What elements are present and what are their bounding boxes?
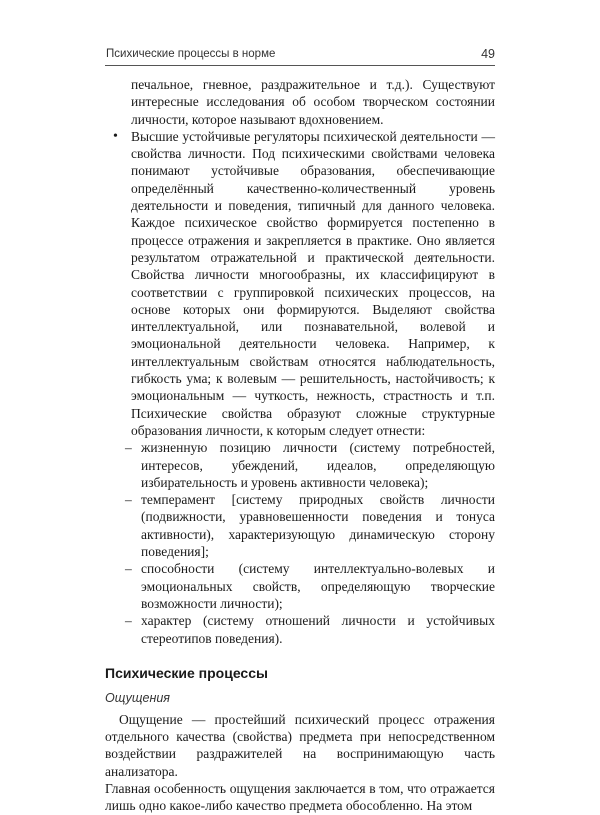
bullet-text: Высшие устойчивые регуляторы психической деятельности — свойства личности. Под психическими свойствами человека понимают устойчивые образования, обеспечивающие определённый качественно-количественный уровень деятельности и поведения, типичный для данного человека. Каждое психическое свойство формируется постепенно в процессе отражения и закрепляется в практике. Оно является результатом отражательной и практической деятельности. Свойства личности многообразны, их классифицируют в соответствии с группировкой психических процессов, на основе которых они формируются. Выделяют свойства интеллектуальной, или познавательной, волевой и эмоциональной деятельности человека. Например, к интеллектуальным свойствам относятся наблюдательность, гибкость ума; к волевым — решительность, настойчивость; к эмоциональным — чуткость, нежность, страстность и т.п. Психические свойства образуют сложные структурные образования личности, к которым следует отнести: [131,128,495,438]
dash-item: – темперамент [систему природных свойств личности (подвижности, уравновешенности поведения и тонуса активности), характеризующую динамическую сторону поведения]; [125,491,495,560]
bullet-item [105,128,495,647]
page-number: 49 [481,47,495,61]
subsection-heading: Ощущения [105,690,170,705]
section-heading: Психические процессы [105,664,268,681]
section-body [105,711,495,815]
running-header-title: Психические процессы в норме [106,48,276,60]
running-header [105,47,495,66]
continuation-paragraph: печальное, гневное, раздражительное и т.д.). Существуют интересные исследования об особом творческом состоянии личности, которое называют вдохновением. [131,77,495,127]
dash-item: – способности (систему интеллектуально-волевых и эмоциональных свойств, определяющую творческие возможности личности); [125,560,495,612]
body-paragraph: Ощущение — простейший психический процесс отражения отдельного качества (свойства) предмета при непосредственном воздействии раздражителей на воспринимающую часть анализатора. [105,711,495,779]
dash-item: – жизненную позицию личности (систему потребностей, интересов, убеждений, идеалов, определяющую избирательность и уровень активности человека); [125,439,495,491]
bullet-list [105,128,495,647]
dash-list [125,439,495,647]
body-paragraph: Главная особенность ощущения заключается в том, что отражается лишь одно какое-либо качество предмета обособленно. На этом [105,780,495,814]
dash-item: – характер (систему отношений личности и устойчивых стереотипов поведения). [125,612,495,647]
page-body [105,76,495,815]
